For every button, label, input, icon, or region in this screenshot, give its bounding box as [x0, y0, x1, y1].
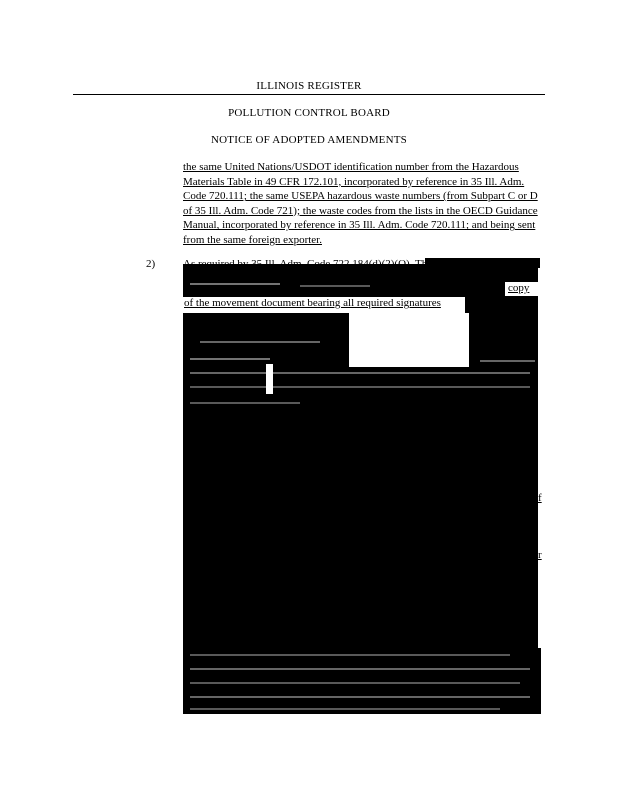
scan-noise [300, 285, 370, 287]
scan-noise [190, 386, 530, 388]
item-number: 2) [146, 258, 156, 270]
scan-noise [190, 668, 530, 670]
scan-noise [190, 696, 530, 698]
scan-noise [190, 402, 300, 404]
notice-title: NOTICE OF ADOPTED AMENDMENTS [211, 134, 407, 146]
scan-noise [200, 341, 320, 343]
scan-noise [190, 283, 280, 285]
f-fragment: f [538, 492, 542, 504]
scan-noise [190, 708, 500, 710]
scan-noise [190, 682, 520, 684]
unredacted-white-area [349, 313, 469, 367]
scan-noise [190, 358, 270, 360]
continued-paragraph: the same United Nations/USDOT identification number from the Hazardous Materials Table in 49 CFR 172.101, incorporated by reference in 35 Ill. Adm. Code 720.111; the same USEPA hazardous waste numbers (from Subpart C or D of 35 Ill. Adm. Code 721); the waste codes from the lists in the OECD Guidance Manual, incorporated by reference in 35 Ill. Adm. Code 720.111; and being sent from the same foreign exporter. [183, 161, 538, 246]
register-title: ILLINOIS REGISTER [256, 80, 362, 92]
scan-noise [480, 360, 535, 362]
scan-noise [190, 654, 510, 656]
redaction-block-lower [183, 648, 541, 714]
scan-noise [190, 372, 530, 374]
r-fragment: r [538, 549, 542, 561]
header-rule [73, 94, 545, 95]
signatures-line: of the movement document bearing all required signatures [184, 297, 441, 309]
copy-fragment: copy [508, 282, 530, 294]
board-name: POLLUTION CONTROL BOARD [228, 107, 390, 119]
white-sliver [266, 364, 273, 394]
redaction-cap [425, 258, 540, 268]
